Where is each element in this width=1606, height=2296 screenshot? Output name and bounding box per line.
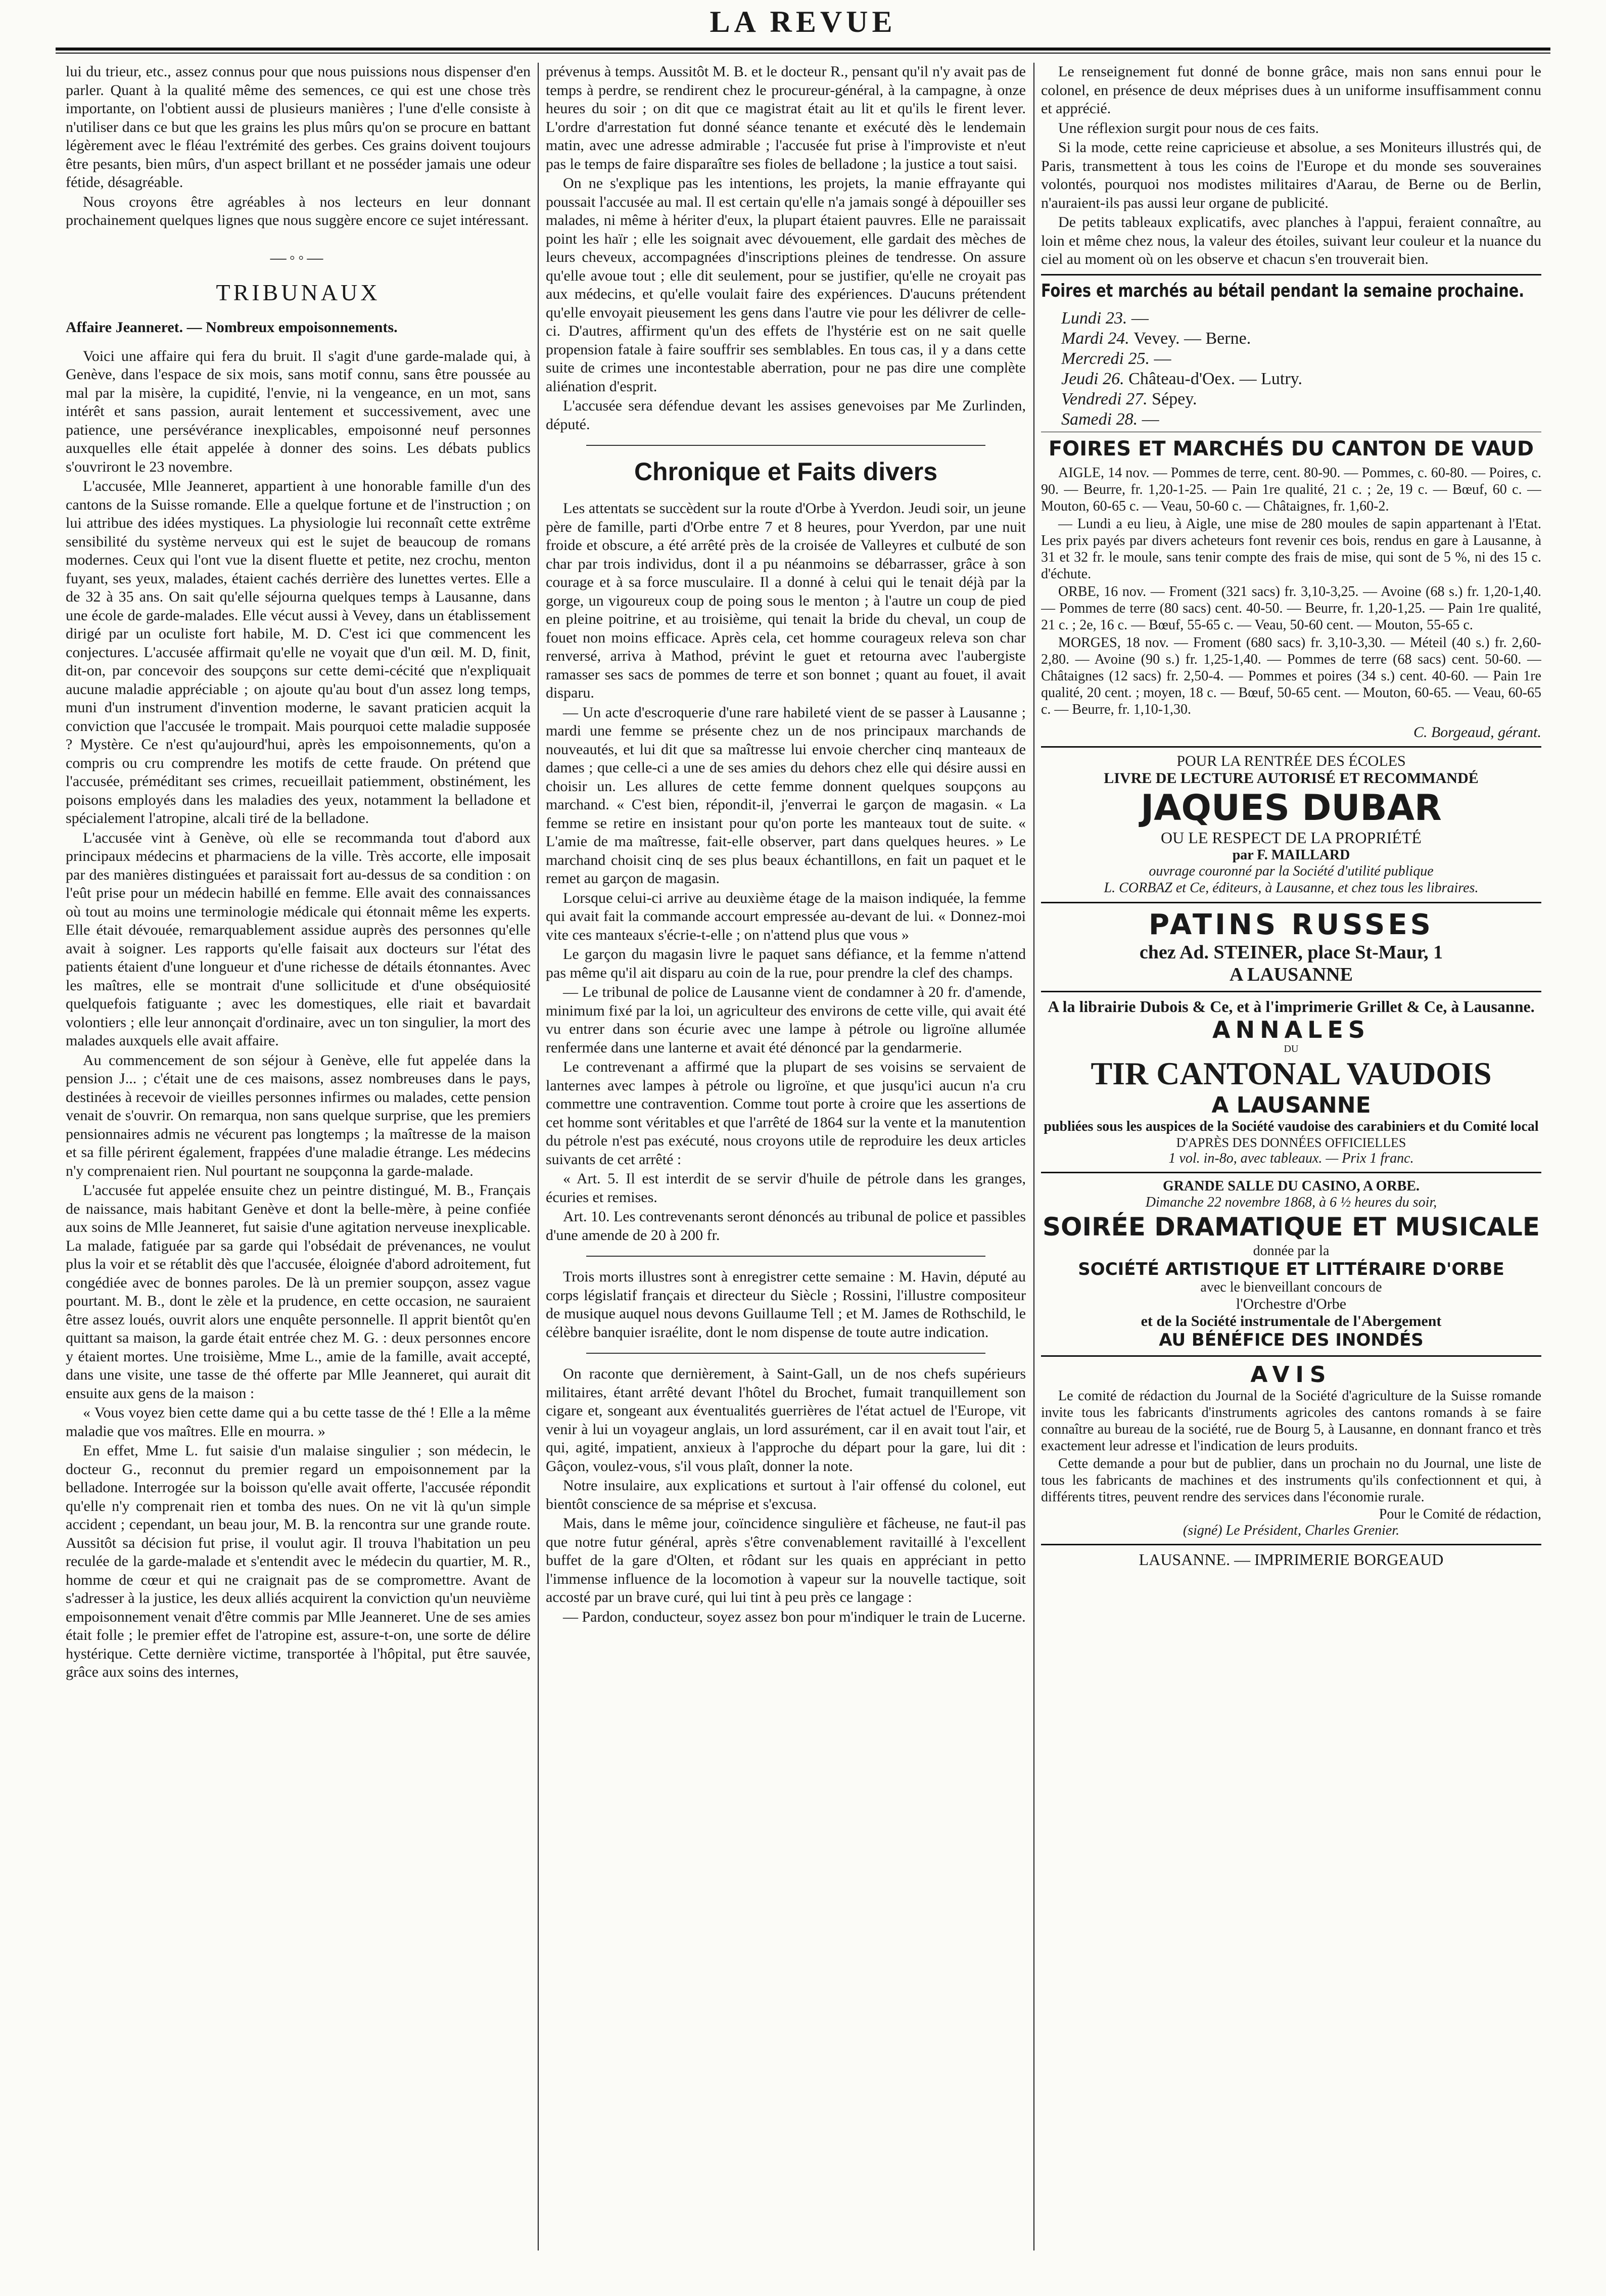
column-2 [546, 63, 1026, 2251]
divider [1041, 1172, 1541, 1173]
paragraph: L'accusée fut appelée ensuite chez un peintre distingué, M. B., Français de naissance, mais habitant Genève et dont la belle-mère, à peine confiée aux soins de Mlle Jeanneret, fut saisie d'une agitation nerveuse inexplicable. La malade, fatiguée par sa garde qui l'obsédait de prévenances, ne voulut plus la voir et se rétablit dès que l'accusée, éloignée d'abord adroitement, fut congédiée avec de bonnes paroles. De là un premier soupçon, assez vague pourtant. M. B., dont le zèle et la prudence, en cette occasion, ne sauraient être assez loués, ouvrit alors une enquête personnelle. Il apprit bientôt qu'en quittant sa maison, la garde était entrée chez M. G. : deux personnes encore y étaient mortes. Une troisième, Mme L., amie de la famille, avait accepté, dans une visite, une tasse de thé offerte par Mlle Jeanneret, qui aurait dit ensuite aux gens de la maison : [66, 1182, 531, 1402]
avis-signature: (signé) Le Président, Charles Grenier. [1183, 1522, 1400, 1538]
ad-line: l'Orchestre d'Orbe [1236, 1295, 1347, 1312]
divider [1041, 746, 1541, 748]
ad-line: 1 vol. in-8o, avec tableaux. — Prix 1 franc. [1168, 1150, 1414, 1166]
ad-headline: JAQUES DUBAR [1141, 787, 1442, 829]
column-3 [1041, 63, 1541, 2251]
ad-line: OU LE RESPECT DE LA PROPRIÉTÉ [1161, 828, 1422, 847]
paragraph: Voici une affaire qui fera du bruit. Il s'agit d'une garde-malade qui, à Genève, dans l'espace de six mois, sans motif connu, sans être poussée au mal par la misère, la cupidité, l'envie, ni la vengeance, en un mot, sans intérêt et sans passion, aurait lentement et successivement, avec une patience, une persévérance inexplicables, empoisonné neuf personnes auxquelles elle était appelée à donner des soins. Les débats publics s'ouvriront le 23 novembre. [66, 347, 531, 475]
imprint-footer: LAUSANNE. — IMPRIMERIE BORGEAUD [1139, 1550, 1444, 1569]
ad-line: donnée par la [1253, 1243, 1330, 1259]
ad-headline: TIR CANTONAL VAUDOIS [1091, 1055, 1492, 1091]
paragraph: En effet, Mme L. fut saisie d'un malaise singulier ; son médecin, le docteur G., reconnut du premier regard un empoisonnement par la belladone. Interrogée sur la boisson qu'elle avait offerte, l'accusée répondit qu'elle n'y comprenait rien et tomba des nues. On ne vit là qu'un simple accident ; cependant, un beau jour, M. B. la rencontra sur une grande route. Aussitôt sa décision fut prise, il voulut agir. Il trouva l'habitation un peu reculée de la garde-malade et s'entendit avec le médecin du quartier, M. R., homme de cœur et qui ne craignait pas de se compromettre. Avant de s'adresser à la justice, les deux alliés acquirent la conviction qu'un neuvième empoisonnement venait d'être commis par Mlle Jeanneret. Une de ses amies était folle ; le premier effet de l'atropine est, assure-t-on, une sorte de délire hystérique. Cette dernière victime, transportée à l'hôpital, put être sauvée, grâce aux soins des internes, [66, 1442, 531, 1680]
paragraph: L'accusée sera défendue devant les assises genevoises par Me Zurlinden, député. [546, 397, 1026, 433]
fair-day: Vendredi 27. Sépey. [1061, 389, 1197, 408]
paragraph: De petits tableaux explicatifs, avec planches à l'appui, feraient connaître, au loin et même chez nous, la valeur des étoiles, suivant leur couleur et la nuance du ciel au moment où on les observe et chacun s'en trouverait bien. [1041, 214, 1541, 267]
ad-line: chez Ad. STEINER, place St-Maur, 1 [1139, 941, 1443, 963]
ad-headline: SOIRÉE DRAMATIQUE ET MUSICALE [1042, 1212, 1540, 1242]
paragraph: Au commencement de son séjour à Genève, elle fut appelée dans la pension J... ; c'était une de ces maisons, assez nombreuses dans le pays, destinées à recevoir de vieilles personnes infirmes ou malades, cette pension venait de s'ouvrir. On remarqua, non sans quelque surprise, que les premiers pensionnaires admis ne vécurent pas longtemps ; la maîtresse de la maison et sa fille périrent également, frappées d'une maladie étrange. Les médecins n'y comprenaient rien. Nul pourtant ne soupçonna la garde-malade. [66, 1051, 531, 1179]
section-title-tribunaux: TRIBUNAUX [216, 279, 381, 305]
divider [586, 1256, 985, 1257]
fair-day: Lundi 23. — [1061, 308, 1149, 328]
section-title-chronique: Chronique et Faits divers [634, 457, 938, 486]
ad-line: AU BÉNÉFICE DES INONDÉS [1159, 1329, 1424, 1350]
ad-line: ouvrage couronné par la Société d'utilité publique [1149, 863, 1434, 879]
canton-markets-title: FOIRES ET MARCHÉS DU CANTON DE VAUD [1048, 437, 1534, 461]
divider [586, 445, 985, 446]
ad-line: GRANDE SALLE DU CASINO, A ORBE. [1163, 1178, 1420, 1194]
fair-day: Jeudi 26. Château-d'Oex. — Lutry. [1061, 369, 1302, 388]
ad-line: A la librairie Dubois & Ce, et à l'imprimerie Grillet & Ce, à Lausanne. [1048, 997, 1535, 1016]
fair-day: Mercredi 25. — [1061, 349, 1171, 368]
ad-line: POUR LA RENTRÉE DES ÉCOLES [1176, 752, 1406, 769]
paragraph: Le garçon du magasin livre le paquet sans défiance, et la femme n'attend pas même qu'il ait disparu au coin de la rue, pour prendre la clef des champs. [546, 946, 1026, 981]
ad-soiree-orbe [1041, 1178, 1541, 1350]
masthead-title: LA REVUE [710, 5, 896, 38]
divider [1041, 274, 1541, 275]
paragraph: L'accusée, Mlle Jeanneret, appartient à une honorable famille d'un des cantons de la Suisse romande. Elle a quelque fortune et de l'instruction ; on lui attribue des idées mystiques. La physiologie lui reconnaît cette extrême sensibilité du système nerveux qui est le sujet de beaucoup de romans modernes. Ceux qui l'ont vue la disent fluette et petite, nez crochu, menton fuyant, ses yeux, malades, étaient cachés derrière des lunettes vertes. Elle a de 32 à 35 ans. On sait qu'elle séjourna quelques temps à Lausanne, dans une école de garde-malades. Elle vécut aussi à Vevey, dans un établissement dirigé par un oculiste fort habile, M. D. C'est ici que commencent les conjectures. L'accusée affirmait qu'elle ne voyait que d'un œil. M. D, finit, dit-on, par concevoir des soupçons sur cette demi-cécité que n'expliquait aucune maladie appréciable ; on ajoute qu'au bout d'un assez long temps, muni d'un instrument d'invention moderne, le savant praticien acquit la conviction que l'accusée le trompait. Mais pourquoi cette maladie supposée ? Mystère. Ce n'est qu'aujourd'hui, après les empoisonnements, qu'on a compris ou cru comprendre les motifs de cette fraude. On prétend que l'accusée, préméditant ses crimes, recueillait patiemment, obstinément, les poisons employés dans les maladies des yeux, notamment la belladone et spécialement l'atropine, alcali tiré de la belladone. [66, 478, 531, 826]
top-rule-thin [56, 53, 1550, 54]
article-heading: Affaire Jeanneret. — Nombreux empoisonnements. [66, 318, 398, 336]
masthead [56, 4, 1550, 39]
ad-annales-tir [1041, 997, 1541, 1167]
ad-line: par F. MAILLARD [1232, 847, 1350, 863]
ad-line: ANNALES [1212, 1016, 1371, 1043]
gerant-signature: C. Borgeaud, gérant. [1413, 723, 1541, 741]
paragraph: Si la mode, cette reine capricieuse et absolue, a ses Moniteurs illustrés qui, de Paris, transmettent à tous les coins de l'Europe et du monde ses souveraines volontés, pourquoi nos modistes militaires d'Aarau, de Berne ou de Berlin, n'auraient-ils pas aussi leur organe de publicité. [1041, 139, 1541, 211]
ad-line: A LAUSANNE [1211, 1092, 1371, 1118]
fair-day: Samedi 28. — [1061, 409, 1159, 429]
paragraph: Les attentats se succèdent sur la route d'Orbe à Yverdon. Jeudi soir, un jeune père de famille, parti d'Orbe entre 7 et 8 heures, pour Yverdon, par une nuit froide et obscure, a été arrêté près de la croisée de Valleyres et culbuté de son char par trois individus, dont il a pu néanmoins se débarrasser, grâce à son courage et à sa force musculaire. Il a donné à celui qui le tenait déjà par la gorge, un vigoureux coup de poing sous le menton ; à l'autre un coup de pied en pleine poitrine, et au troisième, qui tenait la bride du cheval, un coup de fouet non moins efficace. Après cela, cet homme courageux releva son char renversé, arriva à Mathod, prévint le guet et retourna avec l'aubergiste ramasser ses sacs de pommes de terre et son bonnet ; quant au fouet, il avait disparu. [546, 500, 1026, 701]
paragraph: Notre insulaire, aux explications et surtout à l'air offensé du colonel, eut bientôt conscience de sa méprise et s'excusa. [546, 1477, 1026, 1512]
top-rule [56, 48, 1550, 51]
paragraph: L'accusée vint à Genève, où elle se recommanda tout d'abord aux principaux médecins et pharmaciens de la ville. Très accorte, elle imposait par des manières distinguées et paraissait fort au-dessus de sa condition : on l'eût prise pour un médecin habillé en femme. Elle avait des connaissances où tout au moins une terminologie médicale qui étonnait même les experts. Elle était dévouée, remarquablement assidue auprès des personnes qu'elle avait à soigner. Les rapports qu'elle faisait aux docteurs sur l'état des patients étaient d'une longueur et d'une richesse de détails étonnantes. Avec les maîtres, elle se montrait d'une sollicitude et d'une obséquiosité quelquefois fatiguante ; avec les domestiques, elle riait et bavardait volontiers ; elle leur annonçait d'ordinaire, avec un ton singulier, la mort des malades auxquels elle avait affaire. [66, 829, 531, 1049]
paragraph: Le renseignement fut donné de bonne grâce, mais non sans ennui pour le colonel, en présence de deux méprises dues à un uniforme insuffisamment connu et apprécié. [1041, 63, 1541, 117]
market-report: — Lundi a eu lieu, à Aigle, une mise de 280 moules de sapin appartenant à l'Etat. Les prix payés par divers acheteurs font revenir ces bois, rendus en gare à Lausanne, à 31 et 32 fr. le moule, sans tenir compte des frais de mise, qui sont de 5 %, ni des 15 c. d'échute. [1041, 516, 1541, 582]
column-divider [1033, 63, 1034, 2251]
ad-jaques-dubar [1041, 753, 1541, 897]
paragraph: Nous croyons être agréables à nos lecteurs en leur donnant prochainement quelques lignes que nous suggère encore ce sujet intéressant. [66, 193, 531, 228]
paragraph: Cette demande a pour but de publier, dans un prochain no du Journal, une liste de tous les fabricants de machines et des instruments qu'ils confectionnent et qui, à différents titres, peuvent rendre des services dans l'économie rurale. [1041, 1455, 1541, 1505]
paragraph: « Art. 5. Il est interdit de se servir d'huile de pétrole dans les granges, écuries et remises. [546, 1170, 1026, 1206]
divider [1041, 991, 1541, 992]
paragraph: Mais, dans le même jour, coïncidence singulière et fâcheuse, ne faut-il pas que notre futur général, après s'être convenablement ravitaillé à l'excellent buffet de la gare d'Olten, et rôdant sur les quais en appréciant in petto l'immense influence de la locomotion à vapeur sur la nouvelle tactique, soit accosté par un brave curé, qui lui tint à peu près ce langage : [546, 1515, 1026, 1605]
paragraph: Lorsque celui-ci arrive au deuxième étage de la maison indiquée, la femme qui avait fait la commande accourt empressée au-devant de lui. « Donnez-moi vite ces manteaux s'écrie-t-elle ; on n'attend plus que vous » [546, 889, 1026, 943]
ad-patins-russes [1041, 908, 1541, 986]
paragraph: — Pardon, conducteur, soyez assez bon pour m'indiquer le train de Lucerne. [563, 1608, 1026, 1625]
divider [586, 1353, 985, 1354]
ad-line: publiées sous les auspices de la Société vaudoise des carabiniers et du Comité local [1044, 1118, 1539, 1134]
avis-signature: Pour le Comité de rédaction, [1379, 1506, 1541, 1522]
ad-line: et de la Société instrumentale de l'Abergement [1141, 1312, 1442, 1329]
paragraph: On raconte que dernièrement, à Saint-Gall, un de nos chefs supérieurs militaires, étant arrêté devant l'hôtel du Brochet, fumait tranquillement son cigare et, songeant aux éventualités guerrières de l'état actuel de l'Europe, vit venir à lui un voyageur anglais, un lord assurément, car il en avait tout l'air, et qui, agité, impatient, anxieux à l'approche du départ pour la gare, lui dit : Gâçon, voulez-vous, s'il vous plaît, donner la note. [546, 1365, 1026, 1475]
ad-line: L. CORBAZ et Ce, éditeurs, à Lausanne, et chez tous les libraires. [1104, 880, 1479, 896]
paragraph: — Le tribunal de police de Lausanne vient de condamner à 20 fr. d'amende, minimum fixé par la loi, un agriculteur des environs de cette ville, qui avait été vu entrer dans son écurie avec une lampe à pétrole ou ligroïne allumée renfermée dans une lanterne et avait été dénoncé par la gendarmerie. [546, 984, 1026, 1056]
ad-line: SOCIÉTÉ ARTISTIQUE ET LITTÉRAIRE D'ORBE [1078, 1259, 1504, 1279]
divider [1041, 902, 1541, 903]
paragraph: lui du trieur, etc., assez connus pour que nous puissions nous dispenser d'en parler. Quant à la qualité même des semences, ce qui est une chose très importante, on l'obtient aussi de plusieurs manières ; l'une d'elle consiste à n'utiliser dans ce but que les grains les plus mûrs qu'on se procure en battant légèrement avec le fléau l'extrémité des gerbes. Ces grains doivent toujours être pesants, bien mûrs, d'un aspect brillant et ne posséder jamais une odeur fétide, désagréable. [66, 63, 531, 191]
ornament-divider: —◦◦— [270, 248, 326, 266]
paragraph: Une réflexion surgit pour nous de ces faits. [1058, 119, 1319, 136]
ad-line: LIVRE DE LECTURE AUTORISÉ ET RECOMMANDÉ [1104, 769, 1479, 787]
market-report: ORBE, 16 nov. — Froment (321 sacs) fr. 3,10-3,25. — Avoine (68 s.) fr. 1,20-1,40. — Pommes de terre (80 sacs) cent. 40-50. — Beurre, fr. 1,20-1,25. — Pain 1re qualité, 21 c. ; 2e, 16 c. — Bœuf, 55-65 c. — Veau, 50-60 cent. — Mouton, 55-65 c. [1041, 583, 1541, 633]
ad-line: Dimanche 22 novembre 1868, à 6 ½ heures du soir, [1145, 1194, 1437, 1210]
ad-line: A LAUSANNE [1230, 963, 1353, 985]
ad-line: DU [1284, 1043, 1299, 1054]
paragraph: — Un acte d'escroquerie d'une rare habileté vient de se passer à Lausanne ; mardi une femme se présente chez un de nos principaux marchands de nouveautés, et lui dit que sa maîtresse lui envoie chercher cinq manteaux de dames ; que celle-ci a une de ses amies du dehors chez elle qui désire aussi en choisir un. Les allures de cette femme donnent quelques soupçons au marchand. « C'est bien, répondit-il, j'enverrai le garçon de magasin. « La femme se retire en insistant pour qu'on porte les manteaux tout de suite. « L'amie de ma maîtresse, fait-elle observer, part dans quelques heures. » Le marchand choisit cinq de ses plus beaux échantillons, en fait un paquet et le remet au garçon de magasin. [546, 704, 1026, 887]
paragraph: Le contrevenant a affirmé que la plupart de ses voisins se servaient de lanternes avec lampes à pétrole ou ligroïne, et que jusqu'ici aucun n'a cru commettre une contravention. Comme tout porte à croire que les assertions de cet homme sont véritables et que l'arrêté de 1864 sur la vente et la manutention du pétrole n'est pas exécuté, nous croyons utile de reproduire les deux articles suivants de cet arrêté : [546, 1059, 1026, 1168]
ad-line: D'APRÈS DES DONNÉES OFFICIELLES [1176, 1135, 1406, 1150]
paragraph: Art. 10. Les contrevenants seront dénoncés au tribunal de police et passibles d'une amende de 20 à 200 fr. [546, 1208, 1026, 1244]
market-report: MORGES, 18 nov. — Froment (680 sacs) fr. 3,10-3,30. — Méteil (40 s.) fr. 2,60-2,80. — Avoine (90 s.) fr. 1,25-1,40. — Pommes de terre (68 sacs) cent. 50-60. — Châtaignes (12 sacs) fr. 2,50-4. — Pommes et poires (34 s.) cent. 40-60. — Pain 1re qualité, 20 cent. ; moyen, 18 c. — Bœuf, 50-65 cent. — Mouton, 60-65. — Veau, 60-65 c. — Beurre, fr. 1,10-1,30. [1041, 634, 1541, 717]
market-report: AIGLE, 14 nov. — Pommes de terre, cent. 80-90. — Pommes, c. 60-80. — Poires, c. 90. — Beurre, fr. 1,20-1-25. — Pain 1re qualité, 21 c. ; 2e, 19 c. — Bœuf, 60 c. — Mouton, 60-65 c. — Veau, 50-60 c. — Châtaignes, fr. 1,60-2. [1041, 465, 1541, 514]
paragraph: Trois morts illustres sont à enregistrer cette semaine : M. Havin, député au corps législatif français et directeur du Siècle ; Rossini, l'illustre compositeur de musique auquel nous devons Guillaume Tell ; et M. James de Rothschild, le célèbre banquier israélite, dont le nom dispense de toute autre indication. [546, 1268, 1026, 1341]
divider [1041, 1544, 1541, 1545]
paragraph: Le comité de rédaction du Journal de la Société d'agriculture de la Suisse romande invite tous les fabricants d'instruments agricoles des cantons romands à se faire connaître au bureau de la société, rue de Bourg 5, à Lausanne, en donnant franco et très exactement leur adresse et l'indication de leurs produits. [1041, 1388, 1541, 1454]
ad-headline: PATINS RUSSES [1149, 908, 1434, 941]
ad-line: avec le bienveillant concours de [1200, 1279, 1382, 1295]
paragraph: « Vous voyez bien cette dame qui a bu cette tasse de thé ! Elle a la même maladie que vos maîtres. Elle en mourra. » [66, 1404, 531, 1440]
foires-betail-title: Foires et marchés au bétail pendant la semaine prochaine. [1041, 280, 1525, 301]
paragraph: prévenus à temps. Aussitôt M. B. et le docteur R., pensant qu'il n'y avait pas de temps à perdre, se rendirent chez le procureur-général, à la campagne, à onze heures du soir ; on dit que ce magistrat était au lit et qu'ils le firent lever. L'ordre d'arrestation fut donné séance tenante et exécuté dès le lendemain matin, avec une adresse admirable ; l'accusée fut prise à l'improviste et n'eut pas le temps de faire disparaître ses fioles de belladone ; la justice a tout saisi. [546, 63, 1026, 172]
divider [1041, 1355, 1541, 1357]
avis-notice [1041, 1362, 1541, 1388]
paragraph: On ne s'explique pas les intentions, les projets, la manie effrayante qui poussait l'accusée au mal. Il est certain qu'elle n'a jamais songé à dépouiller ses malades, ni même à hériter d'eux, la plupart étaient pauvres. Elle ne paraissait point les haïr ; elle les soignait avec dévouement, elle gardait des mèches de leurs cheveux, accompagnées d'inscriptions pleines de tendresse. On assure qu'elle avoue tout ; elle dit seulement, pour se justifier, qu'elle ne croyait pas aux médecins, et qu'elle voulait faire des expériences. D'aucuns prétendent qu'elle envoyait pieusement les gens dans l'autre vie pour les délivrer de celle-ci. D'autres, affirment qu'un des effets de l'hystérie est on ne sait quelle propension fatale à faire souffrir ses semblables. En tous cas, il y a dans cette suite de crimes une incontestable aberration, pour ne pas dire une complète aliénation d'esprit. [546, 175, 1026, 395]
column-divider [538, 63, 539, 2251]
fair-day: Mardi 24. Vevey. — Berne. [1061, 329, 1251, 348]
column-1 [66, 63, 531, 2251]
avis-title: AVIS [1250, 1361, 1332, 1388]
